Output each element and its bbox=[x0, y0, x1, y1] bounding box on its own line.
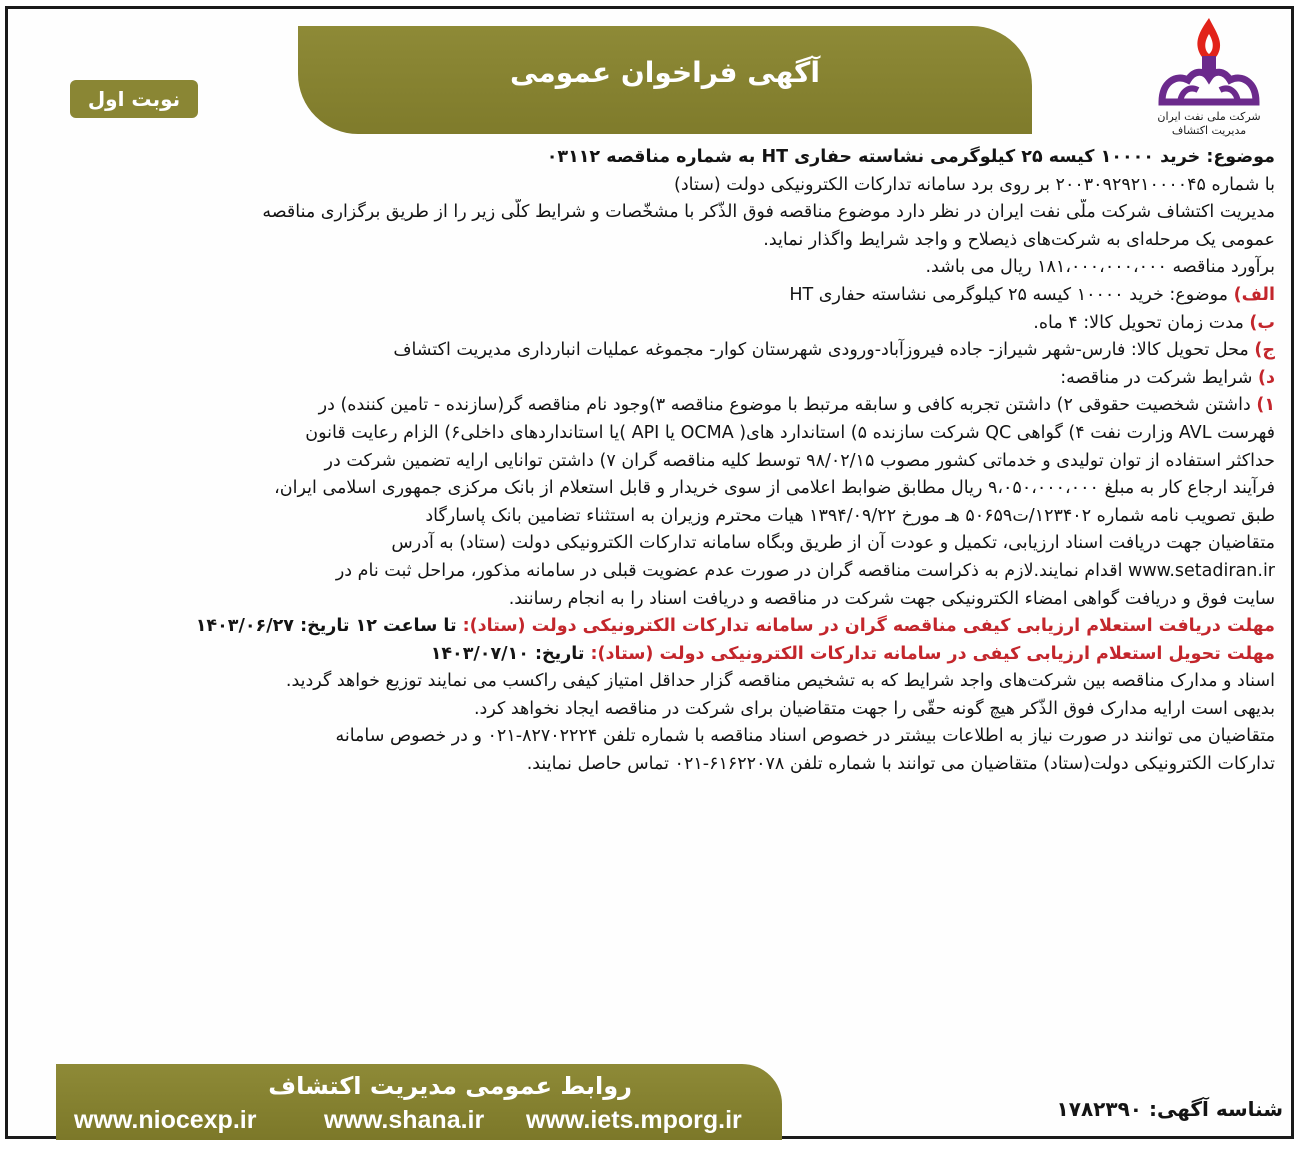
deadline-1-label: مهلت دریافت استعلام ارزیابی کیفی مناقصه گران در سامانه تدارکات الکترونیکی دولت (ستاد): bbox=[462, 616, 1275, 637]
subject-line: موضوع: خرید ۱۰۰۰۰ کیسه ۲۵ کیلوگرمی نشاسته حفاری HT به شماره مناقصه ۰۳۱۱۲ bbox=[546, 147, 1275, 167]
distribution-line-2: بدیهی است ارایه مدارک فوق الذّکر هیچ گونه حقّی را جهت متقاضیان برای شرکت در مناقصه ایجاد نخواهد کرد. bbox=[473, 698, 1275, 719]
intro-line-2: عمومی یک مرحله‌ای به شرکت‌های ذیصلاح و واجد شرایط واگذار نماید. bbox=[763, 229, 1275, 250]
item-b-label: ب) bbox=[1249, 312, 1275, 333]
intro-line-1: مدیریت اکتشاف شرکت ملّی نفت ایران در نظر دارد موضوع مناقصه فوق الذّکر با مشخّصات و شرایط کلّی زیر را از طریق برگزاری مناقصه bbox=[262, 202, 1275, 223]
footer-banner bbox=[56, 1064, 782, 1140]
item-d bbox=[22, 365, 1275, 393]
logo-company-name: شرکت ملی نفت ایران bbox=[1157, 110, 1261, 123]
conditions-label: ۱) bbox=[1256, 395, 1275, 416]
conditions-line-5: طبق تصویب نامه شماره ۱۲۳۴۰۲/ت۵۰۶۵۹ هـ مورخ ۱۳۹۴/۰۹/۲۲ هیات محترم وزیران به استثناء تضامین بانک پاسارگاد bbox=[425, 505, 1275, 526]
deadline-line-1 bbox=[22, 613, 1275, 641]
deadline-2-value: تاریخ: ۱۴۰۳/۰۷/۱۰ bbox=[430, 643, 591, 664]
conditions-line-3: حداکثر استفاده از توان تولیدی و خدماتی کشور مصوب ۹۸/۰۲/۱۵ توسط کلیه مناقصه گران ۷) داشتن توانایی ارایه تضمین شرکت در bbox=[324, 450, 1275, 471]
ad-id: شناسه آگهی: ۱۷۸۲۳۹۰ bbox=[1056, 1097, 1283, 1121]
nioc-logo bbox=[1118, 14, 1288, 154]
footer-title: روابط عمومی مدیریت اکتشاف bbox=[268, 1072, 632, 1100]
procedure-line-2: www.setadiran.ir اقدام نمایند.لازم به ذکراست مناقصه گران در صورت عدم عضویت قبلی در سامانه مذکور، مراحل ثبت نام در bbox=[335, 560, 1275, 581]
item-b-text: مدت زمان تحویل کالا: ۴ ماه. bbox=[1033, 312, 1250, 333]
procedure-line-3: سایت فوق و دریافت گواهی امضاء الکترونیکی جهت شرکت در مناقصه و دریافت اسناد را به انجام رسانند. bbox=[508, 588, 1275, 609]
site-link-iets[interactable]: www.iets.mporg.ir bbox=[526, 1106, 742, 1134]
deadline-line-2 bbox=[22, 641, 1275, 669]
procedure-line-1: متقاضیان جهت دریافت اسناد ارزیابی، تکمیل و عودت آن از طریق وبگاه سامانه تدارکات الکترونیکی دولت (ستاد) به آدرس bbox=[391, 533, 1275, 554]
page-title: آگهی فراخوان عمومی bbox=[510, 56, 820, 89]
site-link-niocexp[interactable]: www.niocexp.ir bbox=[74, 1106, 257, 1134]
conditions-line-4: فرآیند ارجاع کار به مبلغ ۹،۰۵۰،۰۰۰،۰۰۰ ریال مطابق ضوابط اعلامی از سوی خریدار و قابل استعلام از بانک مرکزی جمهوری اسلامی ایران، bbox=[274, 478, 1275, 499]
contact-line-1: متقاضیان می توانند در صورت نیاز به اطلاعات بیشتر در خصوص اسناد مناقصه با شماره تلفن ۸۲۷۰۲۲۲۴-۰۲۱ و در خصوص سامانه bbox=[335, 726, 1275, 747]
item-a-label: الف) bbox=[1233, 284, 1275, 305]
registration-line: با شماره ۲۰۰۳۰۹۲۹۲۱۰۰۰۰۴۵ بر روی برد سامانه تدارکات الکترونیکی دولت (ستاد) bbox=[674, 174, 1275, 195]
item-c-label: ج) bbox=[1254, 340, 1275, 361]
notice-body bbox=[22, 144, 1275, 779]
conditions-line-1 bbox=[22, 392, 1275, 420]
distribution-line-1: اسناد و مدارک مناقصه بین شرکت‌های واجد شرایط که به تشخیص مناقصه گزار حداقل امتیاز کیفی راکسب می نمایند توزیع خواهد گردید. bbox=[285, 671, 1275, 692]
flame-logo-icon bbox=[1154, 14, 1264, 110]
item-d-text: شرایط شرکت در مناقصه: bbox=[1060, 367, 1259, 388]
logo-department: مدیریت اکتشاف bbox=[1171, 124, 1247, 137]
item-d-label: د) bbox=[1258, 367, 1275, 388]
item-c bbox=[22, 337, 1275, 365]
title-banner bbox=[298, 26, 1032, 134]
item-a-text: موضوع: خرید ۱۰۰۰۰ کیسه ۲۵ کیلوگرمی نشاسته حفاری HT bbox=[789, 284, 1234, 305]
conditions-text-1: داشتن شخصیت حقوقی ۲) داشتن تجربه کافی و سابقه مرتبط با موضوع مناقصه ۳)وجود نام مناقصه گر(سازنده - تامین کننده) در bbox=[318, 395, 1257, 416]
deadline-2-label: مهلت تحویل استعلام ارزیابی کیفی در سامانه تدارکات الکترونیکی دولت (ستاد): bbox=[590, 643, 1275, 664]
item-c-text: محل تحویل کالا: فارس-شهر شیراز- جاده فیروزآباد-ورودی شهرستان کوار- مجموغه عملیات انبارداری مدیریت اکتشاف bbox=[393, 340, 1255, 361]
estimate-line: برآورد مناقصه ۱۸۱،۰۰۰،۰۰۰،۰۰۰ ریال می باشد. bbox=[925, 257, 1275, 278]
item-b bbox=[22, 310, 1275, 338]
deadline-1-value: تا ساعت ۱۲ تاریخ: ۱۴۰۳/۰۶/۲۷ bbox=[195, 616, 463, 637]
site-link-shana[interactable]: www.shana.ir bbox=[324, 1106, 485, 1134]
conditions-line-2: فهرست AVL وزارت نفت ۴) گواهی QC شرکت سازنده ۵) استاندارد های( OCMA یا API )یا استانداردهای داخلی۶) الزام رعایت قانون bbox=[305, 422, 1275, 443]
item-a bbox=[22, 282, 1275, 310]
contact-line-2: تدارکات الکترونیکی دولت(ستاد) متقاضیان می توانند با شماره تلفن ۶۱۶۲۲۰۷۸-۰۲۱ تماس حاصل نمایند. bbox=[526, 754, 1275, 775]
round-badge: نوبت اول bbox=[70, 80, 198, 118]
